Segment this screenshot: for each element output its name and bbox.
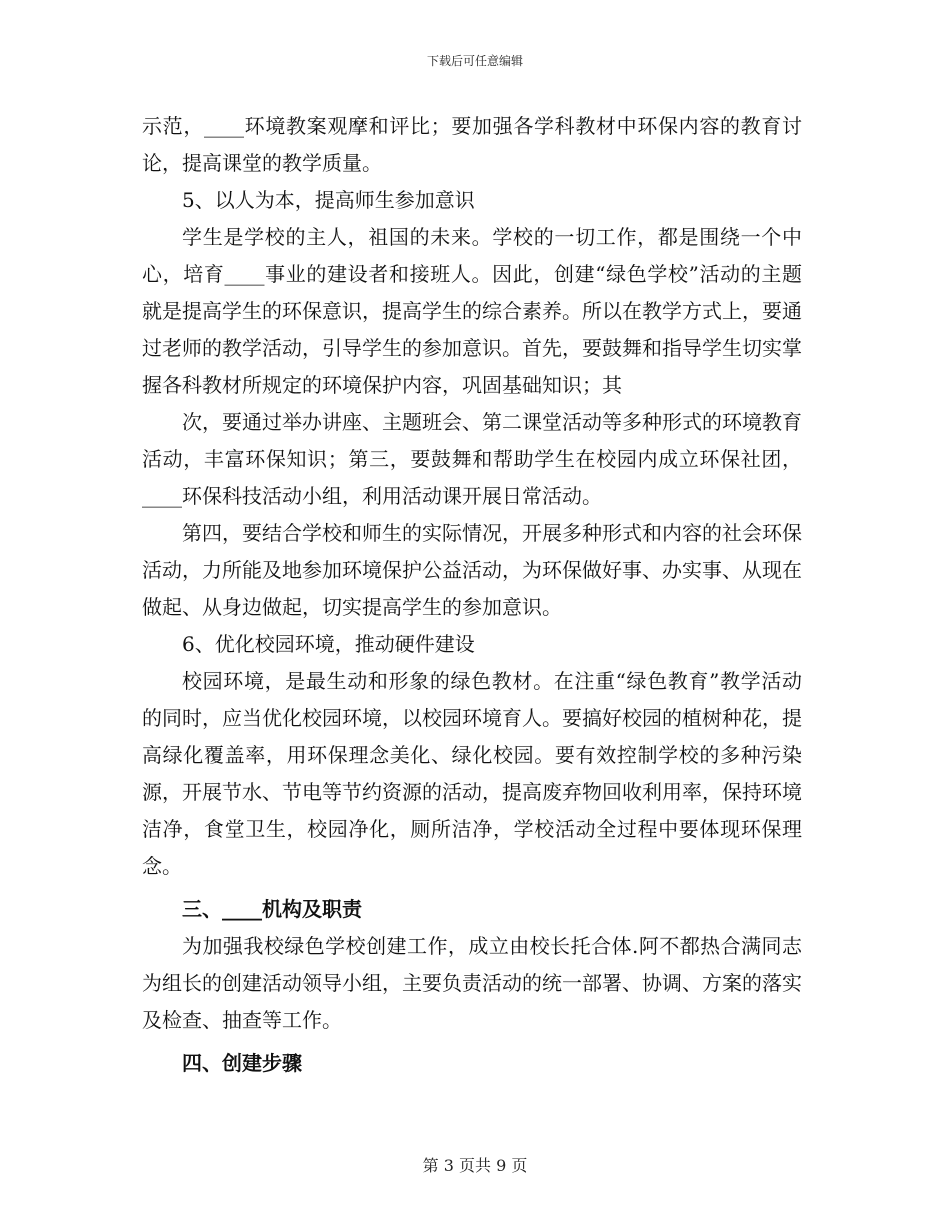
paragraph-2: 学生是学校的主人，祖国的未来。学校的一切工作，都是围绕一个中心，培育____事业的建设者和接班人。因此，创建“绿色学校”活动的主题就是提高学生的环保意识，提高学生的综合素养。所以在教学方式上，要通过老师的教学活动，引导学生的参加意识。首先，要鼓舞和指导学生切实掌握各科教材所规定的环境保护内容，巩固基础知识；其 [142, 225, 802, 397]
section-6-heading: 6、优化校园环境，推动硬件建设 [182, 632, 475, 656]
section-4-heading: 四、创建步骤 [182, 1051, 302, 1075]
section-5-heading: 5、以人为本，提高师生参加意识 [182, 188, 475, 212]
page-footer: 第 3 页共 9 页 [422, 1156, 528, 1175]
paragraph-1: 示范，____环境教案观摩和评比；要加强各学科教材中环保内容的教育讨论，提高课堂的教学质量。 [142, 114, 802, 175]
paragraph-4: 第四，要结合学校和师生的实际情况，开展多种形式和内容的社会环保活动，力所能及地参加环境保护公益活动，为环保做好事、办实事、从现在做起、从身边做起，切实提高学生的参加意识。 [142, 521, 802, 619]
paragraph-3: 次，要通过举办讲座、主题班会、第二课堂活动等多种形式的环境教育活动，丰富环保知识；第三，要鼓舞和帮助学生在校园内成立环保社团，____环保科技活动小组，利用活动课开展日常活动。 [142, 410, 802, 508]
page-header: 下载后可任意编辑 [426, 54, 523, 68]
document-body [142, 108, 802, 1082]
paragraph-5: 校园环境，是最生动和形象的绿色教材。在注重“绿色教育”教学活动的同时，应当优化校园环境，以校园环境育人。要搞好校园的植树种花，提高绿化覆盖率，用环保理念美化、绿化校园。要有效控制学校的多种污染源，开展节水、节电等节约资源的活动，提高废弃物回收利用率，保持环境洁净，食堂卫生，校园净化，厕所洁净，学校活动全过程中要体现环保理念。 [142, 669, 802, 878]
section-3-heading: 三、____机构及职责 [182, 897, 362, 921]
paragraph-6: 为加强我校绿色学校创建工作，成立由校长托合体.阿不都热合满同志为组长的创建活动领导小组，主要负责活动的统一部署、协调、方案的落实及检查、抽查等工作。 [142, 934, 802, 1032]
